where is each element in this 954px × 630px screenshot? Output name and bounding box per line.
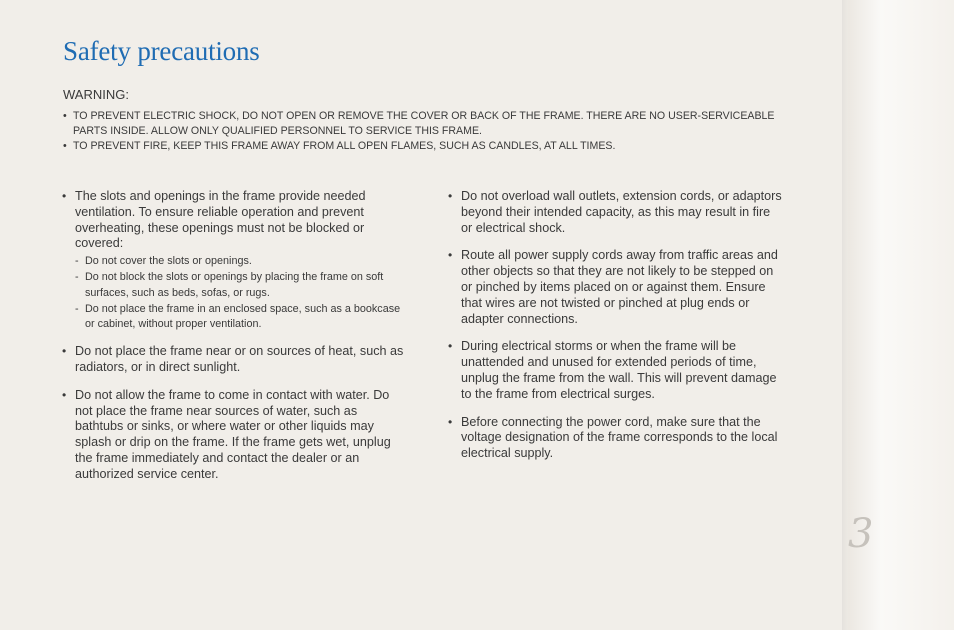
list-item bbox=[448, 189, 782, 236]
list-item-text: Do not allow the frame to come in contact with water. Do not place the frame near sources of water, such as bathtubs or sinks, or where water or other liquids may splash or drip on the frame. If the frame gets wet, unplug the frame immediately and contact the dealer or an authorized service center. bbox=[75, 387, 391, 481]
list-item bbox=[62, 388, 407, 483]
list-item bbox=[448, 415, 782, 462]
sub-list-item bbox=[75, 254, 407, 269]
bullet-icon: • bbox=[62, 189, 67, 203]
warning-list bbox=[63, 109, 783, 154]
bullet-icon: • bbox=[62, 344, 67, 359]
list-item-text: Route all power supply cords away from traffic areas and other objects so that they are not likely to be stepped on or pinched by items placed on or against them. Ensure that wires are not twisted or pinched at plug ends or adapter connections. bbox=[461, 248, 778, 326]
page-title: Safety precautions bbox=[63, 36, 260, 66]
bullet-icon: • bbox=[448, 414, 453, 429]
list-item-text: During electrical storms or when the frame will be unattended and unused for extended periods of time, unplug the frame from the wall. This will prevent damage to the frame from electrical surges. bbox=[461, 339, 777, 401]
list-item bbox=[62, 189, 407, 332]
warning-item bbox=[63, 139, 783, 154]
warning-heading: WARNING: bbox=[63, 87, 129, 102]
list-item bbox=[62, 344, 407, 376]
sub-list-item bbox=[75, 302, 407, 332]
sub-list-item bbox=[75, 270, 407, 300]
list-item-text: Do not overload wall outlets, extension cords, or adaptors beyond their intended capacity, as this may result in fire or electrical shock. bbox=[461, 189, 782, 235]
dash-icon: - bbox=[75, 302, 79, 315]
dash-icon: - bbox=[75, 255, 79, 268]
warning-item-text: TO PREVENT FIRE, KEEP THIS FRAME AWAY FROM ALL OPEN FLAMES, SUCH AS CANDLES, AT ALL TIMES. bbox=[73, 140, 616, 152]
bullet-icon: • bbox=[448, 339, 453, 354]
list-item bbox=[448, 248, 782, 327]
list-item bbox=[448, 339, 782, 402]
right-column bbox=[448, 189, 782, 474]
warning-item bbox=[63, 109, 783, 139]
bullet-icon: • bbox=[62, 387, 67, 402]
warning-item-text: TO PREVENT ELECTRIC SHOCK, DO NOT OPEN OR REMOVE THE COVER OR BACK OF THE FRAME. THERE ARE NO USER-SERVICEABLE PARTS INSIDE. ALLOW ONLY QUALIFIED PERSONNEL TO SERVICE THIS FRAME. bbox=[73, 110, 775, 137]
list-item-text: Do not place the frame near or on sources of heat, such as radiators, or in direct sunlight. bbox=[75, 344, 404, 374]
sub-list-item-text: Do not block the slots or openings by placing the frame on soft surfaces, such as beds, sofas, or rugs. bbox=[85, 271, 384, 299]
bullet-icon: • bbox=[448, 189, 453, 203]
bullet-icon: • bbox=[448, 248, 453, 263]
sub-list bbox=[75, 254, 407, 332]
bullet-icon: • bbox=[63, 140, 67, 152]
page-number: 3 bbox=[848, 511, 874, 557]
sub-list-item-text: Do not place the frame in an enclosed space, such as a bookcase or cabinet, without proper ventilation. bbox=[85, 302, 401, 330]
dash-icon: - bbox=[75, 271, 79, 284]
left-column bbox=[62, 189, 407, 495]
list-item-text: Before connecting the power cord, make sure that the voltage designation of the frame corresponds to the local electrical supply. bbox=[461, 414, 778, 461]
bullet-icon: • bbox=[63, 110, 67, 122]
list-item-text: The slots and openings in the frame provide needed ventilation. To ensure reliable operation and prevent overheating, these openings must not be blocked or covered: bbox=[75, 189, 366, 251]
sub-list-item-text: Do not cover the slots or openings. bbox=[85, 255, 252, 268]
